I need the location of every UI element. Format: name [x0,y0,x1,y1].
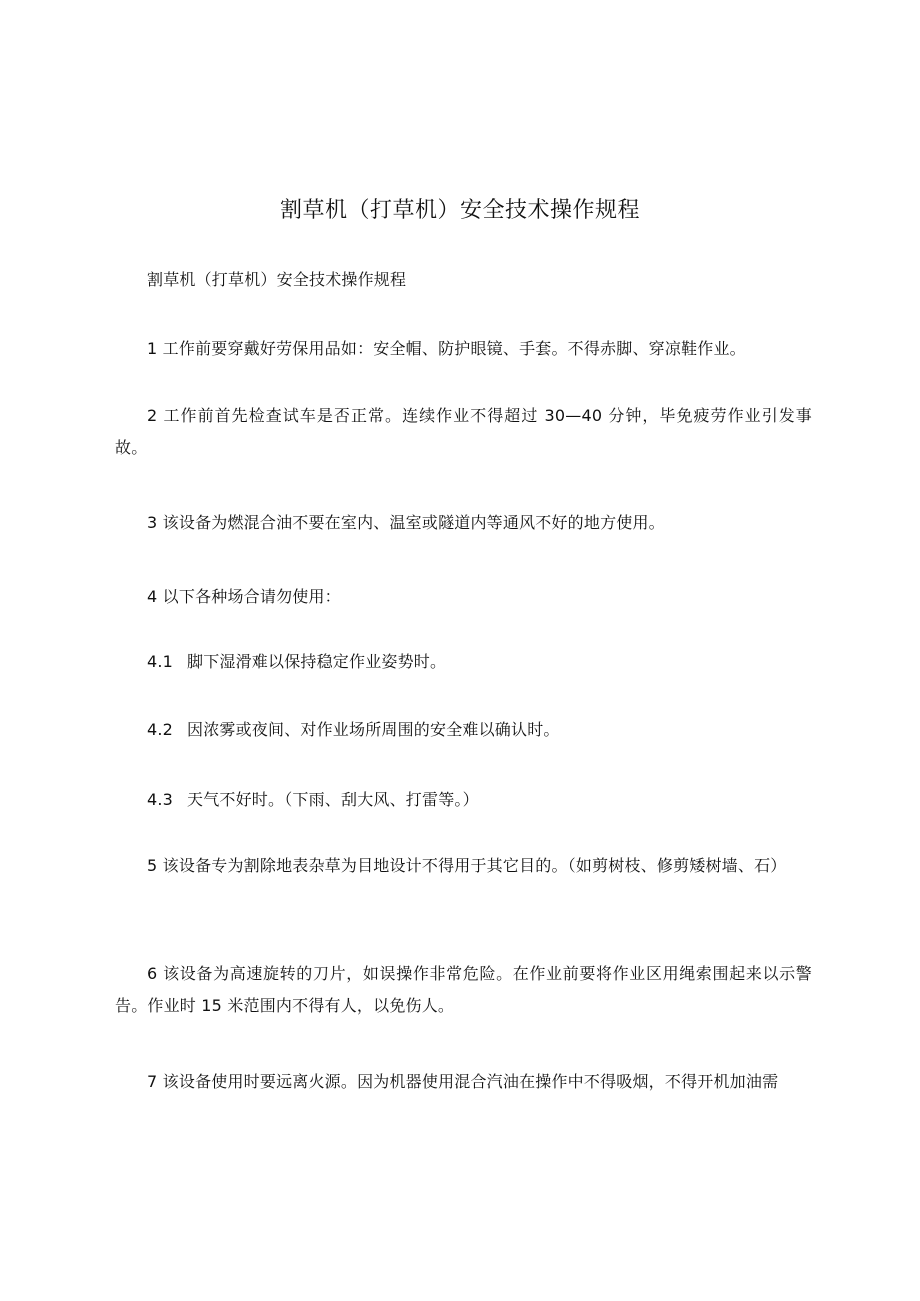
subitem-number: 4.2 [147,720,174,739]
document-title: 割草机（打草机）安全技术操作规程 [279,198,640,223]
paragraph-4: 4 以下各种场合请勿使用： [147,587,341,606]
subitem-text: 天气不好时。（下雨、刮大风、打雷等。） [187,790,479,809]
paragraph-1: 1 工作前要穿戴好劳保用品如：安全帽、防护眼镜、手套。不得赤脚、穿凉鞋作业。 [147,339,746,358]
subitem-4-1 [115,646,812,678]
subitem-text: 脚下湿滑难以保持稳定作业姿势时。 [187,652,447,671]
paragraph-6: 6 该设备为高速旋转的刀片，如误操作非常危险。在作业前要将作业区用绳索围起来以示警告。作业时 15 米范围内不得有人，以免伤人。 [115,964,812,1015]
paragraph-3: 3 该设备为燃混合油不要在室内、温室或隧道内等通风不好的地方使用。 [147,513,665,532]
subitem-text: 因浓雾或夜间、对作业场所周围的安全难以确认时。 [187,720,560,739]
paragraph-7: 7 该设备使用时要远离火源。因为机器使用混合汽油在操作中不得吸烟，不得开机加油需 [147,1072,779,1091]
paragraph-subtitle: 割草机（打草机）安全技术操作规程 [147,270,407,289]
subitem-4-3 [115,784,812,816]
subitem-4-2 [115,714,812,746]
paragraph-2: 2 工作前首先检查试车是否正常。连续作业不得超过 30—40 分钟，毕免疲劳作业引发事故。 [115,406,812,457]
subitem-number: 4.1 [147,652,174,671]
subitem-number: 4.3 [147,790,174,809]
paragraph-5: 5 该设备专为割除地表杂草为目地设计不得用于其它目的。（如剪树枝、修剪矮树墙、石） [147,856,787,875]
